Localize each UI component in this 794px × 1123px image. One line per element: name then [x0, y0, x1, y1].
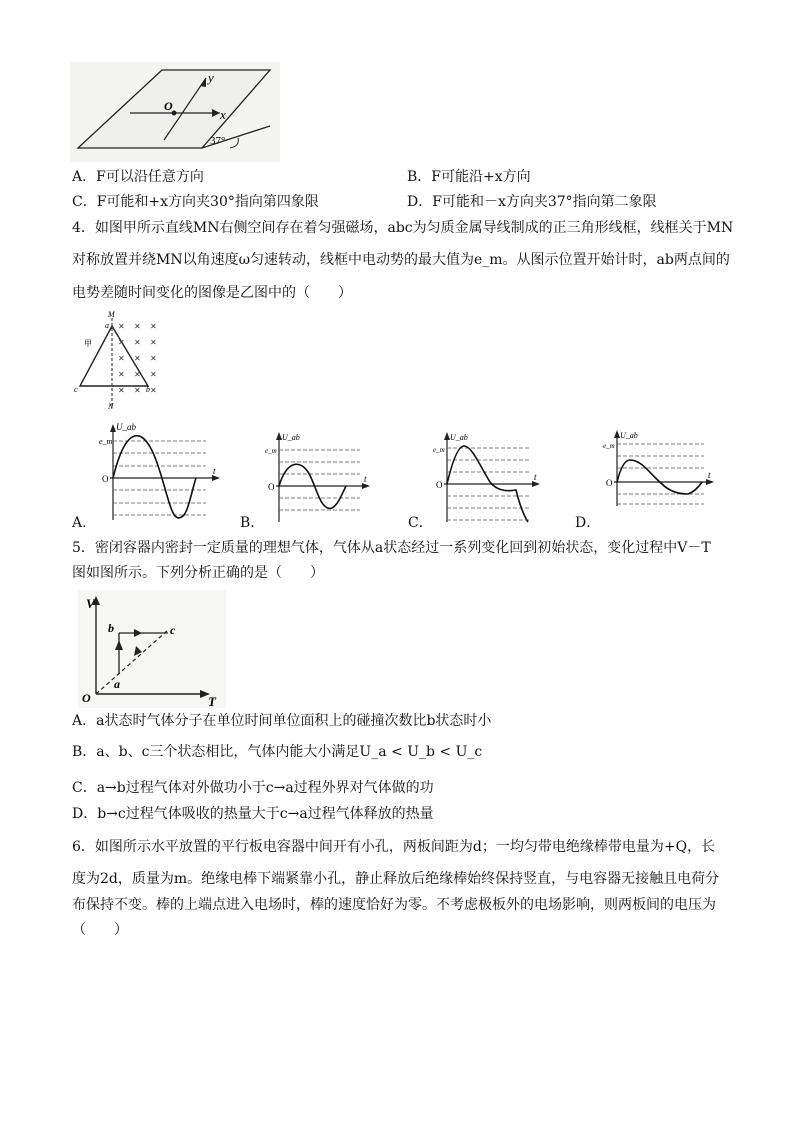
q4-jia-n: N — [108, 402, 114, 410]
q4-b-em: e_m — [265, 447, 277, 455]
q3-option-d: D．F可能和－x方向夹37°指向第二象限 — [407, 194, 657, 210]
q5-stem-line2: 图如图所示。下列分析正确的是（ ） — [72, 565, 324, 581]
q4-graph-c — [430, 428, 546, 528]
q6-stem-line1: 6．如图所示水平放置的平行板电容器中间开有小孔，两板间距为d；一均匀带电绝缘棒带电量为+Q，长 — [72, 839, 716, 855]
q3-option-b: B．F可能沿+x方向 — [407, 169, 531, 185]
q6-stem-line4: （ ） — [72, 922, 128, 938]
svg-text:✕: ✕ — [118, 386, 125, 395]
svg-text:✕: ✕ — [150, 386, 157, 395]
q4-c-origin: O — [436, 480, 443, 490]
q4-c-ylabel: U_ab — [450, 433, 468, 442]
q5-vt-figure — [78, 590, 226, 708]
q4-graph-d — [600, 426, 720, 510]
q5-o-label: O — [82, 691, 91, 705]
q3-option-a: A．F可以沿任意方向 — [72, 169, 204, 185]
svg-text:✕: ✕ — [134, 354, 141, 363]
q3-angle-label: 37° — [210, 135, 226, 147]
q6-stem-line2: 度为2d，质量为m。绝缘电棒下端紧靠小孔，静止释放后绝缘棒始终保持竖直，与电容器无接触且电荷分 — [72, 871, 720, 887]
svg-text:✕: ✕ — [134, 386, 141, 395]
svg-text:✕: ✕ — [134, 370, 141, 379]
svg-text:✕: ✕ — [118, 338, 125, 347]
q4-jia-label: 甲 — [84, 339, 92, 348]
q5-a-label: a — [114, 677, 120, 691]
q4-graph-a-label: A． — [72, 515, 97, 531]
q4-jia-a: a — [105, 321, 109, 330]
q5-option-d: D．b→c过程气体吸收的热量大于c→a过程气体释放的热量 — [72, 806, 434, 822]
q4-jia-b: b — [146, 385, 150, 394]
q4-graph-a — [96, 420, 224, 528]
svg-text:✕: ✕ — [134, 322, 141, 331]
q5-stem-line1: 5．密闭容器内密封一定质量的理想气体，气体从a状态经过一系列变化回到初始状态，变化过程中V－T — [72, 540, 711, 556]
q4-b-origin: O — [268, 482, 275, 492]
q4-figure-jia — [72, 308, 164, 410]
q4-b-t: t — [364, 474, 367, 484]
q4-stem-line3: 电势差随时间变化的图像是乙图中的（ ） — [72, 285, 352, 301]
q3-y-label: y — [208, 70, 214, 85]
q4-jia-c: c — [74, 385, 78, 394]
q3-origin-label: O — [164, 99, 173, 113]
q4-graph-b-label: B． — [240, 515, 265, 531]
q5-option-b: B．a、b、c三个状态相比，气体内能大小满足U_a < U_b < U_c — [72, 744, 483, 760]
q6-stem-line3: 布保持不变。棒的上端点进入电场时，棒的速度恰好为零。不考虑极板外的电场影响，则两板间的电压为 — [72, 897, 716, 913]
q4-a-origin: O — [102, 474, 109, 484]
q4-d-origin: O — [606, 478, 613, 488]
q4-jia-m: M — [108, 310, 115, 319]
svg-text:✕: ✕ — [150, 354, 157, 363]
svg-text:✕: ✕ — [134, 338, 141, 347]
q5-t-label: T — [208, 694, 216, 708]
q4-graph-d-label: D． — [575, 515, 601, 531]
q5-c-label: c — [170, 623, 176, 637]
q5-option-c: C．a→b过程气体对外做功小于c→a过程外界对气体做的功 — [72, 780, 434, 796]
svg-text:✕: ✕ — [150, 370, 157, 379]
q4-d-t: t — [708, 470, 711, 480]
q4-c-t: t — [534, 472, 537, 482]
svg-text:✕: ✕ — [118, 322, 125, 331]
q4-stem-line2: 对称放置并绕MN以角速度ω匀速转动，线框中电动势的最大值为e_m。从图示位置开始计时，ab两点间的 — [72, 252, 730, 268]
svg-text:✕: ✕ — [150, 322, 157, 331]
svg-text:✕: ✕ — [150, 338, 157, 347]
q3-x-label: x — [220, 107, 226, 122]
q4-d-ylabel: U_ab — [620, 431, 638, 440]
q4-a-t: t — [213, 466, 216, 476]
q4-d-em: e_m — [603, 442, 615, 450]
svg-text:✕: ✕ — [118, 354, 125, 363]
q3-incline-figure — [70, 62, 280, 162]
q5-b-label: b — [108, 621, 114, 635]
svg-text:✕: ✕ — [118, 370, 125, 379]
q3-option-c: C．F可能和+x方向夹30°指向第四象限 — [72, 194, 319, 210]
q4-a-ylabel: U_ab — [116, 422, 136, 432]
q5-option-a: A．a状态时气体分子在单位时间单位面积上的碰撞次数比b状态时小 — [72, 713, 492, 729]
q4-b-ylabel: U_ab — [282, 433, 300, 442]
q4-a-em: e_m — [99, 437, 113, 446]
q4-graph-c-label: C． — [408, 515, 433, 531]
q5-v-label: V — [86, 596, 95, 611]
q4-stem-line1: 4．如图甲所示直线MN右侧空间存在着匀强磁场，abc为匀质金属导线制成的正三角形线框，线框关于MN — [72, 220, 734, 236]
q4-graph-b — [262, 428, 374, 528]
q4-c-em: e_m — [433, 446, 445, 454]
